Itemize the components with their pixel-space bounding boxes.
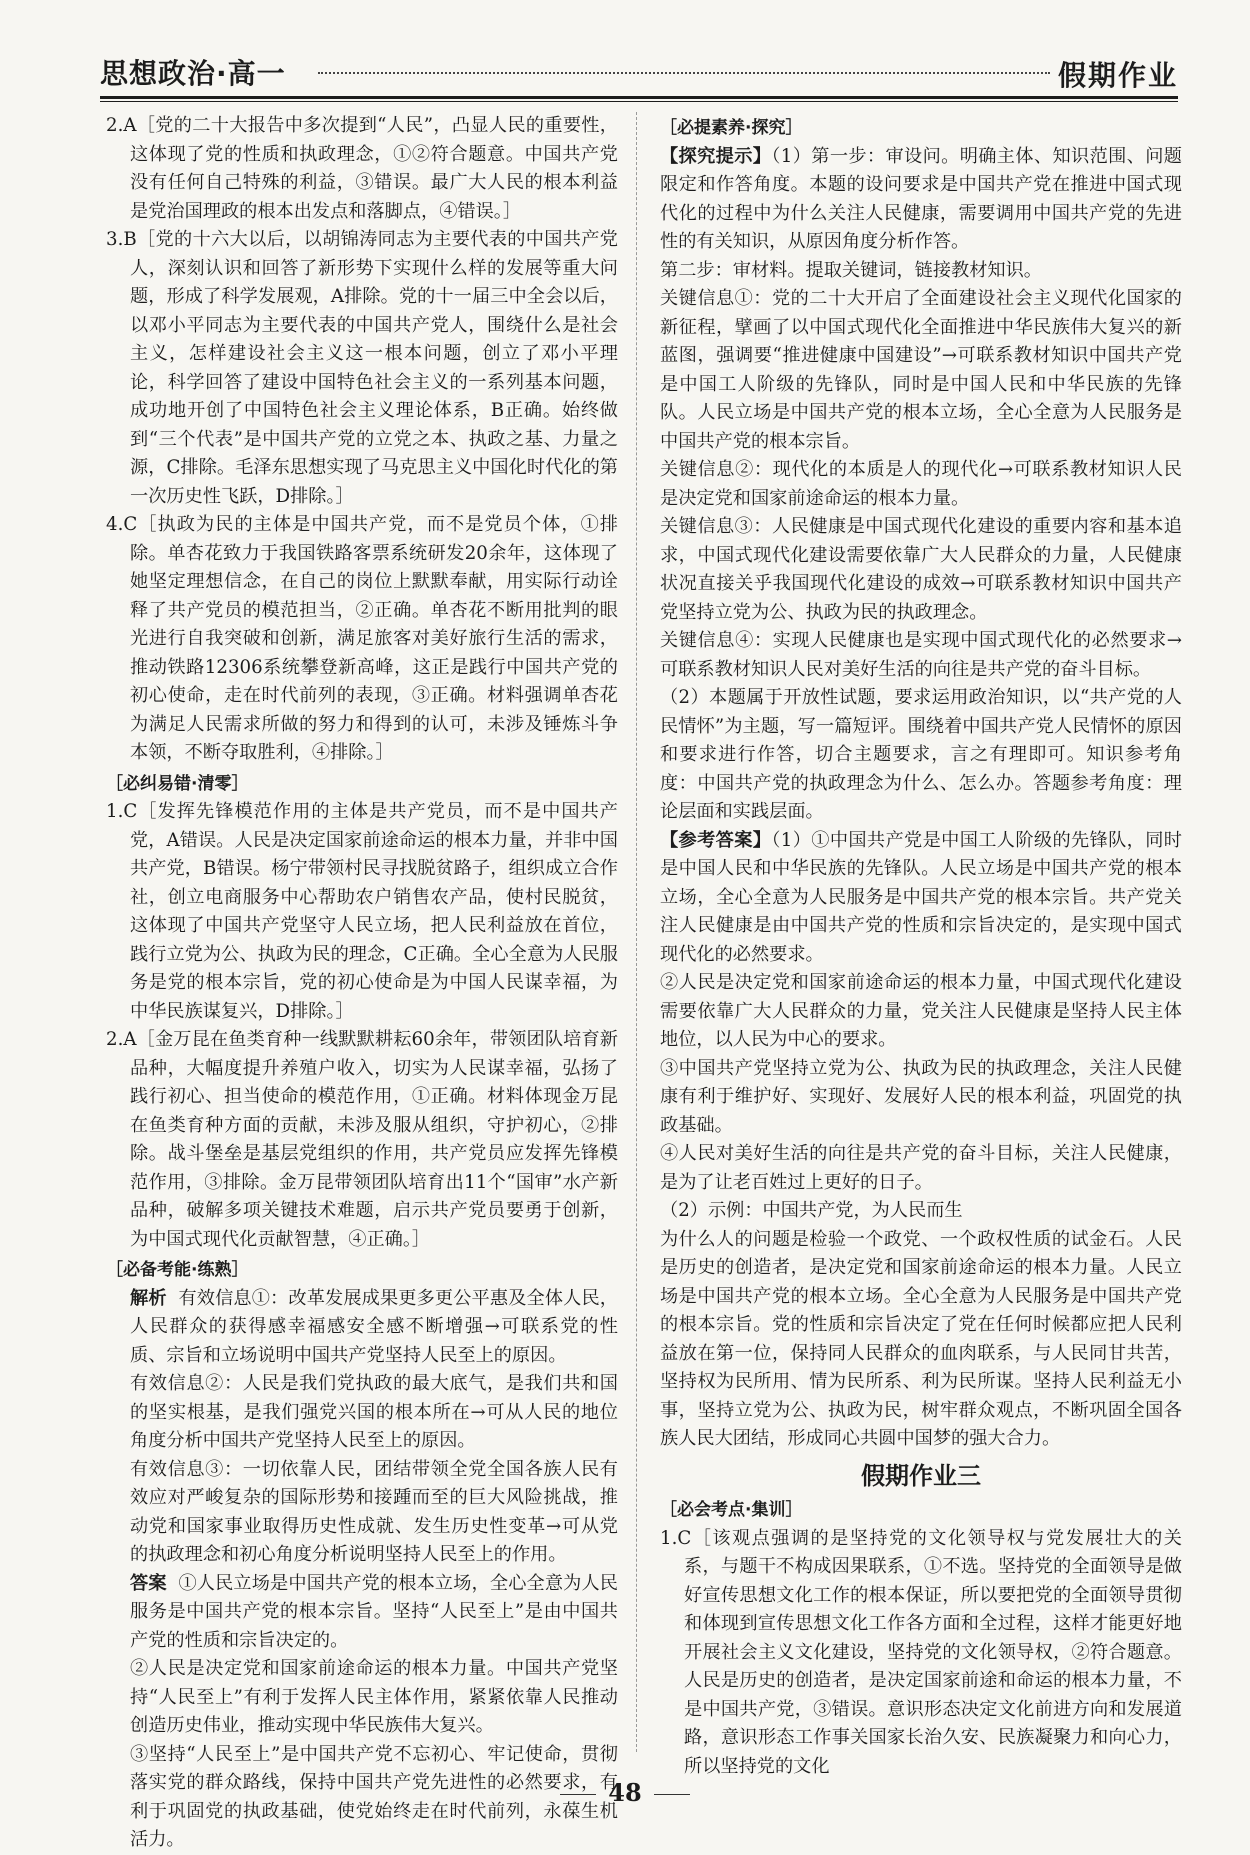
answer-label: 答案: [130, 1572, 167, 1594]
page-header: [0, 52, 1250, 96]
ref-paragraph: ③中国共产党坚持立党为公、执政为民的执政理念，关注人民健康有利于维护好、实现好、发展好人民的根本利益，巩固党的执政基础。: [660, 1057, 1182, 1136]
section-label: ［必备考能·练熟］: [106, 1260, 249, 1280]
analysis-paragraph: [106, 1285, 618, 1371]
page-number: 48: [608, 1778, 642, 1807]
subject-title: 思想政治·高一: [100, 57, 286, 90]
ref-paragraph: （2）示例：中国共产党，为人民而生: [660, 1200, 963, 1221]
section-label: ［必纠易错·清零］: [106, 773, 249, 794]
hint-label: 【探究提示】: [660, 145, 772, 167]
answer-paragraph: [106, 1570, 618, 1656]
hint-paragraph: [660, 143, 1182, 257]
hint-paragraph: 关键信息②：现代化的本质是人的现代化→可联系教材知识人民是决定党和国家前途命运的根本力量。: [660, 459, 1182, 509]
ref-text: （1）①中国共产党是中国工人阶级的先锋队，同时是中国人民和中华民族的先锋队。人民立场是中国共产党的根本立场，全心全意为人民服务是中国共产党的根本宗旨。共产党关注人民健康是由中国共产党的性质和宗旨决定的，是实现中国式现代化的必然要求。: [660, 829, 1182, 965]
ref-paragraph: 为什么人的问题是检验一个政党、一个政权性质的试金石。人民是历史的创造者，是决定党和国家前途命运的根本力量。人民立场是中国共产党的根本立场。全心全意为人民服务是中国共产党的根本宗旨。党的性质和宗旨决定了党在任何时候都应把人民利益放在第一位，保持同人民群众的血肉联系，与人民同甘共苦，坚持权为民所用、情为民所系、利为民所谋。坚持人民利益无小事，坚持立党为公、执政为民，树牢群众观点，不断巩固全国各族人民大团结，形成同心共圆中国梦的强大合力。: [660, 1228, 1182, 1449]
header-rule-thin: [100, 101, 1178, 102]
right-column: [660, 112, 1182, 1781]
column-divider: [636, 112, 637, 1752]
footer-line-right: [654, 1794, 690, 1795]
answer-text: ①人民立场是中国共产党的根本立场，全心全意为人民服务是中国共产党的根本宗旨。坚持“人民至上”是由中国共产党的性质和宗旨决定的。: [130, 1572, 618, 1651]
ref-paragraph: [660, 827, 1182, 970]
answer-item: 2.A［党的二十大报告中多次提到“人民”，凸显人民的重要性，这体现了党的性质和执政理念，①②符合题意。中国共产党没有任何自己特殊的利益，③错误。最广大人民的根本利益是党治国理政的根本出发点和落脚点，④错误。］: [106, 115, 618, 222]
analysis-paragraph: 有效信息②：人民是我们党执政的最大底气，是我们共和国的坚实根基，是我们强党兴国的根本所在→可从人民的地位角度分析中国共产党坚持人民至上的原因。: [130, 1373, 618, 1451]
section-label: ［必会考点·集训］: [660, 1500, 803, 1520]
page-footer: [0, 1778, 1250, 1807]
analysis-label: 解析: [130, 1287, 167, 1309]
section-label: ［必提素养·探究］: [660, 118, 803, 138]
header-rule: [100, 96, 1178, 99]
analysis-paragraph: 有效信息③：一切依靠人民，团结带领全党全国各族人民有效应对严峻复杂的国际形势和接踵而至的巨大风险挑战，推动党和国家事业取得历史性成就、发生历史性变革→可从党的执政理念和初心角度分析说明坚持人民至上的作用。: [130, 1458, 618, 1565]
hint-paragraph: 第二步：审材料。提取关键词，链接教材知识。: [660, 259, 1042, 281]
analysis-text: 有效信息①：改革发展成果更多更公平惠及全体人民，人民群众的获得感幸福感安全感不断增强→可联系党的性质、宗旨和立场说明中国共产党坚持人民至上的原因。: [130, 1287, 618, 1366]
answer-item: 2.A［金万昆在鱼类育种一线默默耕耘60余年，带领团队培育新品种，大幅度提升养殖户收入，切实为人民谋幸福，弘扬了践行初心、担当使命的模范作用，①正确。材料体现金万昆在鱼类育种方面的贡献，未涉及服从组织，守护初心，②排除。战斗堡垒是基层党组织的作用，共产党员应发挥先锋模范作用，③排除。金万昆带领团队培育出11个“国审”水产新品种，破解多项关键技术难题，启示共产党员要勇于创新，为中国式现代化贡献智慧，④正确。］: [106, 1029, 618, 1250]
answer-item: 1.C［发挥先锋模范作用的主体是共产党员，而不是中国共产党，A错误。人民是决定国家前途命运的根本力量，并非中国共产党，B错误。杨宁带领村民寻找脱贫路子，组织成立合作社，创立电商服务中心帮助农户销售农产品，使村民脱贫，这体现了中国共产党坚守人民立场，把人民利益放在首位，践行立党为公、执政为民的理念，C正确。全心全意为人民服务是党的根本宗旨，党的初心使命是为中国人民谋幸福，为中华民族谋复兴，D排除。］: [106, 801, 618, 1022]
answer-item: 4.C［执政为民的主体是中国共产党，而不是党员个体，①排除。单杏花致力于我国铁路客票系统研发20余年，这体现了她坚定理想信念，在自己的岗位上默默奉献，用实际行动诠释了共产党员的模范担当，②正确。单杏花不断用批判的眼光进行自我突破和创新，满足旅客对美好旅行生活的需求，推动铁路12306系统攀登新高峰，这正是践行中国共产党的初心使命，走在时代前列的表现，③正确。材料强调单杏花为满足人民需求所做的努力和得到的认可，未涉及锤炼斗争本领，不断夺取胜利，④排除。］: [106, 514, 618, 763]
header-dotted-line: [318, 72, 1050, 74]
series-title: 假期作业: [1057, 59, 1178, 92]
homework-title: 假期作业三: [861, 1461, 981, 1490]
ref-paragraph: ②人民是决定党和国家前途命运的根本力量，中国式现代化建设需要依靠广大人民群众的力量，党关注人民健康是坚持人民主体地位，以人民为中心的要求。: [660, 972, 1182, 1050]
hint-paragraph: （2）本题属于开放性试题，要求运用政治知识，以“共产党的人民情怀”为主题，写一篇短评。围绕着中国共产党人民情怀的原因和要求进行作答，切合主题要求，言之有理即可。知识参考角度：中国共产党的执政理念为什么、怎么办。答题参考角度：理论层面和实践层面。: [660, 687, 1182, 822]
hint-paragraph: 关键信息①：党的二十大开启了全面建设社会主义现代化国家的新征程，擘画了以中国式现代化全面推进中华民族伟大复兴的新蓝图，强调要“推进健康中国建设”→可联系教材知识中国共产党是中国工人阶级的先锋队，同时是中国人民和中华民族的先锋队。人民立场是中国共产党的根本立场，全心全意为人民服务是中国共产党的根本宗旨。: [660, 288, 1182, 452]
answer-item: 3.B［党的十六大以后，以胡锦涛同志为主要代表的中国共产党人，深刻认识和回答了新形势下实现什么样的发展等重大问题，形成了科学发展观，A排除。党的十一届三中全会以后，以邓小平同志为主要代表的中国共产党人，围绕什么是社会主义，怎样建设社会主义这一根本问题，创立了邓小平理论，科学回答了建设中国特色社会主义的一系列基本问题，成功地开创了中国特色社会主义理论体系，B正确。始终做到“三个代表”是中国共产党的立党之本、执政之基、力量之源，C排除。毛泽东思想实现了马克思主义中国化时代化的第一次历史性飞跃，D排除。］: [106, 229, 618, 507]
hint-paragraph: 关键信息③：人民健康是中国式现代化建设的重要内容和基本追求，中国式现代化建设需要依靠广大人民群众的力量，人民健康状况直接关乎我国现代化建设的成效→可联系教材知识中国共产党坚持立党为公、执政为民的执政理念。: [660, 516, 1182, 623]
answer-paragraph: ②人民是决定党和国家前途命运的根本力量。中国共产党坚持“人民至上”有利于发挥人民主体作用，紧紧依靠人民推动创造历史伟业，推动实现中华民族伟大复兴。: [130, 1658, 618, 1736]
footer-line-left: [560, 1794, 596, 1795]
answer-paragraph: ③坚持“人民至上”是中国共产党不忘初心、牢记使命，贯彻落实党的群众路线，保持中国共产党先进性的必然要求，有利于巩固党的执政基础，使党始终走在时代前列，永葆生机活力。: [130, 1743, 618, 1850]
ref-label: 【参考答案】: [660, 829, 772, 851]
left-column: [106, 112, 618, 1855]
ref-paragraph: ④人民对美好生活的向往是共产党的奋斗目标，关注人民健康，是为了让老百姓过上更好的日子。: [660, 1143, 1182, 1193]
answer-item: 1.C［该观点强调的是坚持党的文化领导权与党发展壮大的关系，与题干不构成因果联系，①不选。坚持党的全面领导是做好宣传思想文化工作的根本保证，所以要把党的全面领导贯彻和体现到宣传思想文化工作各方面和全过程，这样才能更好地开展社会主义文化建设，坚持党的文化领导权，②符合题意。人民是历史的创造者，是决定国家前途和命运的根本力量，不是中国共产党，③错误。意识形态决定文化前进方向和发展道路，意识形态工作事关国家长治久安、民族凝聚力和向心力，所以坚持党的文化: [660, 1527, 1182, 1777]
hint-paragraph: 关键信息④：实现人民健康也是实现中国式现代化的必然要求→可联系教材知识人民对美好生活的向往是共产党的奋斗目标。: [660, 630, 1182, 680]
hint-text: （1）第一步：审设问。明确主体、知识范围、问题限定和作答角度。本题的设问要求是中国共产党在推进中国式现代化的过程中为什么关注人民健康，需要调用中国共产党的先进性的有关知识，从原因角度分析作答。: [660, 145, 1182, 252]
